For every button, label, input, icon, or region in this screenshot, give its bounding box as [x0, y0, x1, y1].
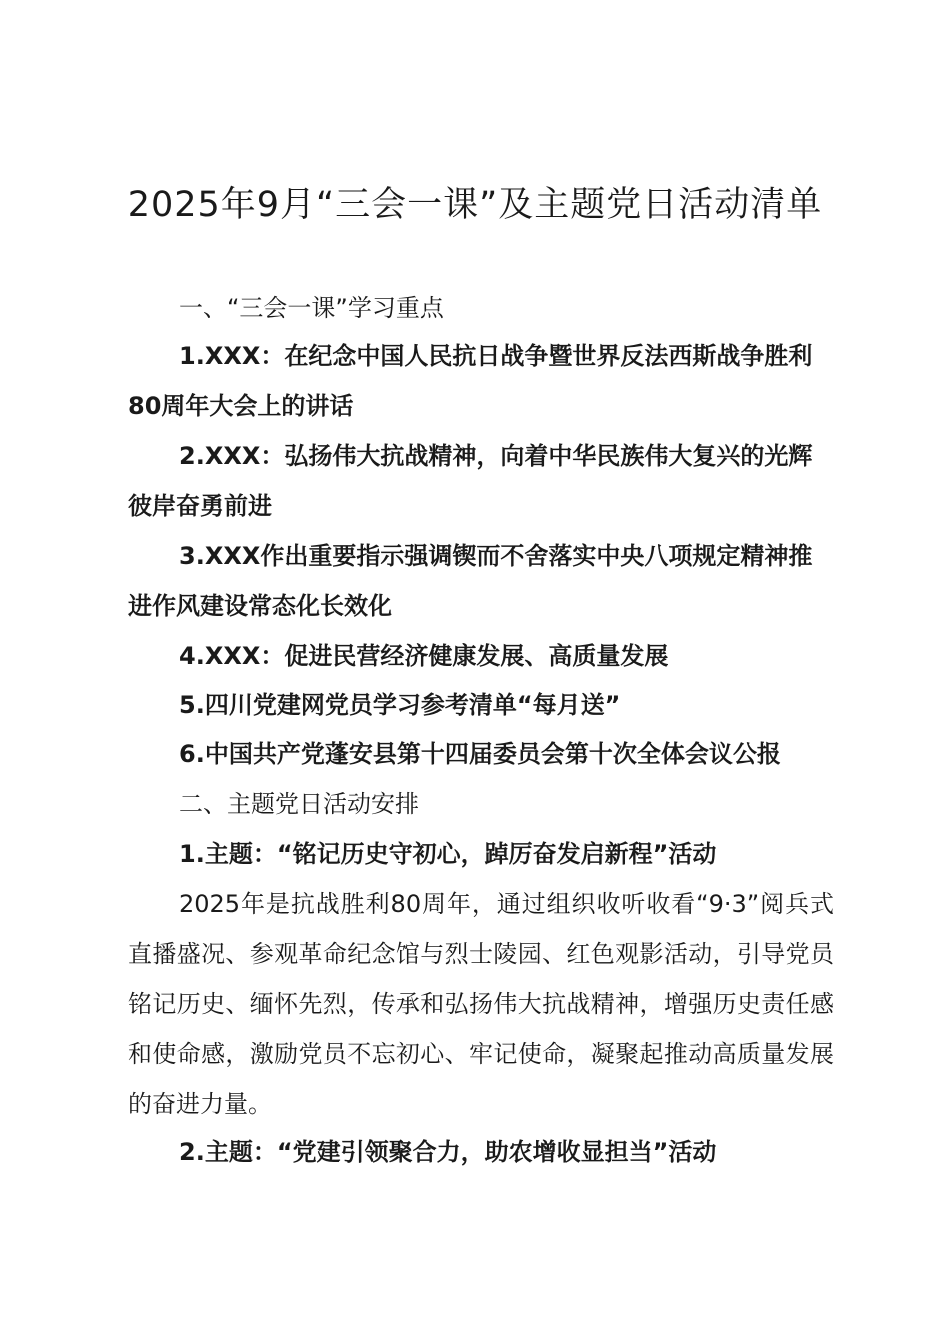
document-title: 2025年9月“三会一课”及主题党日活动清单 — [127, 185, 823, 225]
section2-heading: 二、主题党日活动安排 — [179, 790, 419, 818]
activity-2-title: 2.主题：“党建引领聚合力，助农增收显担当”活动 — [179, 1138, 717, 1166]
study-item-6: 6.中国共产党蓬安县第十四届委员会第十次全体会议公报 — [179, 740, 781, 768]
study-item-5: 5.四川党建网党员学习参考清单“每月送” — [179, 691, 621, 719]
activity-1-title: 1.主题：“铭记历史守初心，踔厉奋发启新程”活动 — [179, 840, 717, 868]
study-item-3: 3.XXX作出重要指示强调锲而不舍落实中央八项规定精神推进作风建设常态化长效化 — [128, 542, 813, 620]
activity-1-body: 2025年是抗战胜利80周年，通过组织收听收看“9·3”阅兵式直播盛况、参观革命纪念馆与烈士陵园、红色观影活动，引导党员铭记历史、缅怀先烈，传承和弘扬伟大抗战精神，增强历史责任感和使命感，激励党员不忘初心、牢记使命，凝聚起推动高质量发展的奋进力量。 — [128, 890, 834, 1118]
section1-heading: 一、“三会一课”学习重点 — [179, 294, 444, 322]
study-item-2: 2.XXX：弘扬伟大抗战精神，向着中华民族伟大复兴的光辉彼岸奋勇前进 — [128, 442, 813, 520]
study-item-4: 4.XXX：促进民营经济健康发展、高质量发展 — [179, 642, 669, 670]
study-item-1: 1.XXX：在纪念中国人民抗日战争暨世界反法西斯战争胜利80周年大会上的讲话 — [128, 342, 813, 420]
